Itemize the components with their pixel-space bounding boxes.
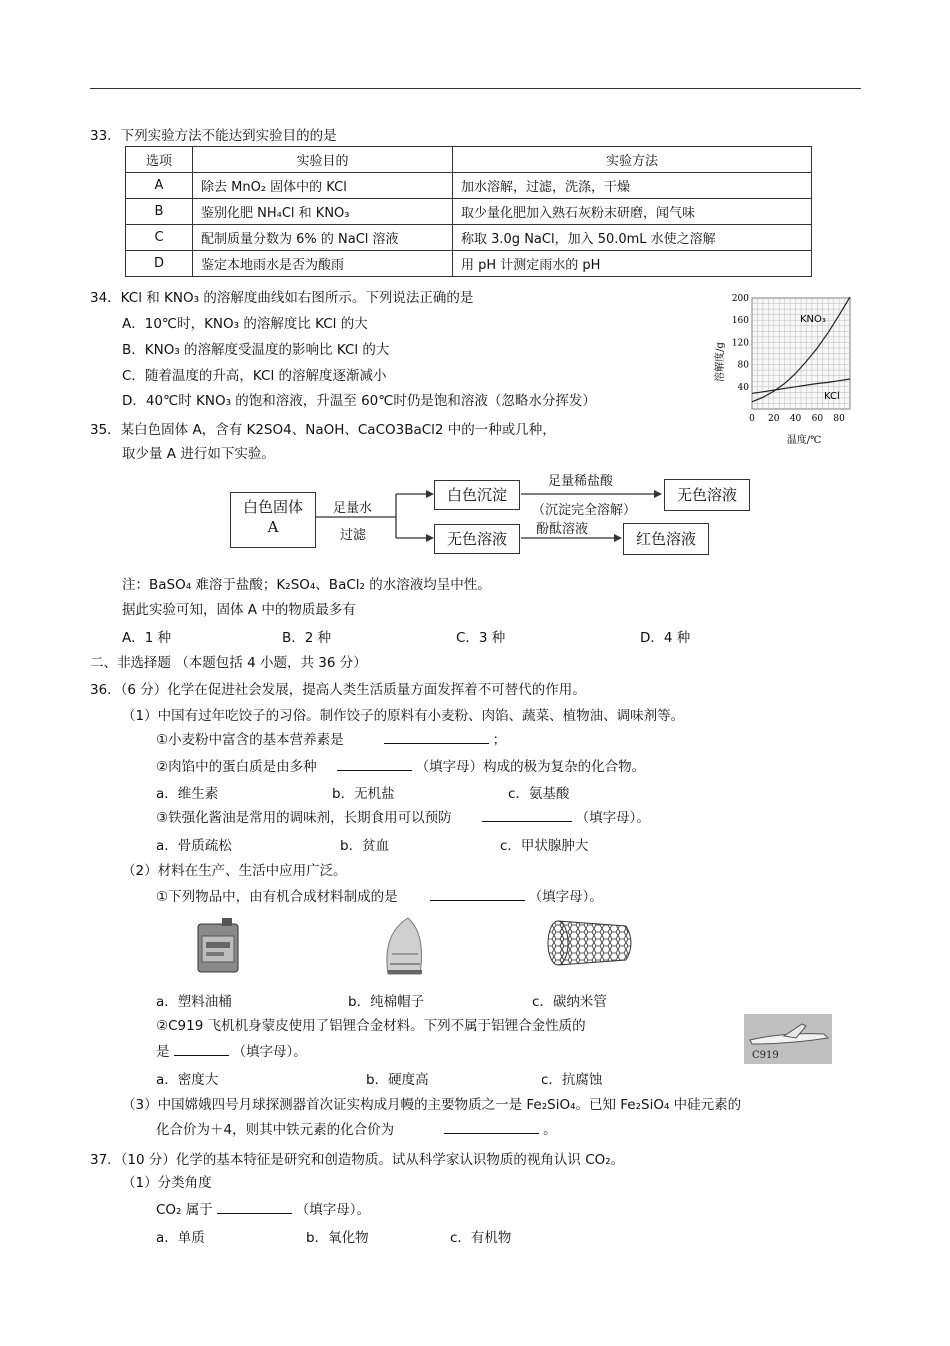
y-tick-label: 120 <box>731 338 749 349</box>
q36-part3: （3）中国嫦娥四号月球探测器首次证实构成月幔的主要物质之一是 Fe₂SiO₄。已知 Fe₂SiO₄ 中硅元素的 <box>122 1097 742 1113</box>
flow-label-acid: 足量稀盐酸 <box>548 474 614 489</box>
q34-option-a: A．10℃时，KNO₃ 的溶解度比 KCl 的大 <box>122 316 368 332</box>
q36-2b-option-a: a．密度大 <box>156 1072 219 1088</box>
q36-1b-option-a: a．维生素 <box>156 786 219 802</box>
row-method: 称取 3.0g NaCl，加入 50.0mL 水使之溶解 <box>453 225 812 251</box>
series-label-kno3: KNO₃ <box>800 314 826 325</box>
flow-label-filter: 过滤 <box>340 528 367 543</box>
q36-part1c <box>156 806 650 826</box>
q36-1c-option-b: b．贫血 <box>340 838 390 854</box>
q36-part1c-text: ③铁强化酱油是常用的调味剂，长期食用可以预防 <box>156 810 452 826</box>
q36-2b-option-b: b．硬度高 <box>366 1072 429 1088</box>
answer-blank[interactable] <box>174 1041 229 1056</box>
q36-part1b-text: ②肉馅中的蛋白质是由多种 <box>156 759 317 775</box>
flow-label-indicator: 酚酞溶液 <box>536 522 589 537</box>
q36-part1: （1）中国有过年吃饺子的习俗。制作饺子的原料有小麦粉、肉馅、蔬菜、植物油、调味剂等。 <box>122 708 685 724</box>
x-tick-label: 40 <box>789 414 802 424</box>
q36-part2b-end: （填字母）。 <box>232 1044 307 1060</box>
q36-part2b: ②C919 飞机机身蒙皮使用了铝锂合金材料。下列不属于铝锂合金性质的 <box>156 1018 586 1034</box>
y-tick-label: 80 <box>737 360 749 371</box>
q36-2a-option-b: b．纯棉帽子 <box>348 994 425 1010</box>
q36-part2a <box>156 885 603 905</box>
plastic-oil-barrel-image <box>196 916 242 974</box>
q35-option-a: A．1 种 <box>122 630 172 646</box>
answer-blank[interactable] <box>337 756 412 771</box>
flow-solid-text: 白色固体 <box>242 498 303 516</box>
flow-solid-letter: A <box>267 518 279 536</box>
q36-part2a-end: （填字母）。 <box>528 889 603 905</box>
row-option: A <box>126 173 193 199</box>
y-tick-label: 40 <box>737 382 749 393</box>
q35-stem: 35．某白色固体 A，含有 K2SO4、NaOH、CaCO3BaCl2 中的一种或几种， <box>90 422 556 438</box>
q36-1b-option-c: c．氨基酸 <box>508 786 570 802</box>
x-tick-label: 20 <box>768 414 780 424</box>
answer-blank[interactable] <box>217 1199 292 1214</box>
c919-airplane-image <box>744 1014 832 1064</box>
carbon-nanotube-image <box>546 918 636 968</box>
x-tick-label: 0 <box>749 414 755 424</box>
q35-note: 注：BaSO₄ 难溶于盐酸；K₂SO₄、BaCl₂ 的水溶液均呈中性。 <box>122 577 491 593</box>
row-purpose: 鉴别化肥 NH₄Cl 和 KNO₃ <box>193 199 453 225</box>
table-row <box>126 251 812 277</box>
x-tick-labels <box>749 414 845 424</box>
q35-ask: 据此实验可知，固体 A 中的物质最多有 <box>122 602 356 618</box>
q36-part1a-end: ； <box>492 732 507 748</box>
q36-part3b <box>156 1118 557 1138</box>
y-axis-label: 溶解度/g <box>715 342 726 382</box>
q37-part1: （1）分类角度 <box>122 1175 212 1191</box>
q33-table <box>125 146 812 277</box>
q36-2a-option-c: c．碳纳米管 <box>532 994 607 1010</box>
section-2-title: 二、非选择题 （本题包括 4 小题，共 36 分） <box>90 655 367 671</box>
row-option: D <box>126 251 193 277</box>
q34-stem: 34．KCl 和 KNO₃ 的溶解度曲线如右图所示。下列说法正确的是 <box>90 290 474 306</box>
q36-1c-option-c: c．甲状腺肿大 <box>500 838 589 854</box>
q36-part3b-end: 。 <box>543 1122 557 1138</box>
x-tick-label: 80 <box>833 414 845 424</box>
flow-box-colorless-result: 无色溶液 <box>664 479 750 511</box>
q36-1b-option-b: b．无机盐 <box>332 786 395 802</box>
q36-part1a-text: ①小麦粉中富含的基本营养素是 <box>156 732 344 748</box>
series-label-kcl: KCl <box>824 391 840 402</box>
header-rule <box>90 88 861 89</box>
row-option: B <box>126 199 193 225</box>
q35-option-c: C．3 种 <box>456 630 506 646</box>
x-tick-label: 60 <box>811 414 824 424</box>
q37-part1a-end: （填字母）。 <box>295 1202 371 1218</box>
q36-part2b2 <box>156 1040 307 1060</box>
q36-stem: 36．（6 分）化学在促进社会发展，提高人类生活质量方面发挥着不可替代的作用。 <box>90 682 586 698</box>
q34-option-c: C．随着温度的升高，KCl 的溶解度逐渐减小 <box>122 368 387 384</box>
q37-part1a-text: CO₂ 属于 <box>156 1202 213 1218</box>
row-option: C <box>126 225 193 251</box>
q37-option-c: c．有机物 <box>450 1230 512 1246</box>
table-header-row <box>126 147 812 173</box>
header-option: 选项 <box>126 147 193 173</box>
q36-1c-option-a: a．骨质疏松 <box>156 838 232 854</box>
row-method: 加水溶解，过滤，洗涤，干燥 <box>453 173 812 199</box>
y-tick-label: 160 <box>731 316 749 327</box>
q36-part3b-text: 化合价为＋4，则其中铁元素的化合价为 <box>156 1122 395 1138</box>
header-method: 实验方法 <box>453 147 812 173</box>
q36-part1a <box>156 728 506 748</box>
x-axis-label: 温度/℃ <box>786 435 822 446</box>
q36-2a-option-a: a．塑料油桶 <box>156 994 232 1010</box>
q33-stem: 33．下列实验方法不能达到实验目的的是 <box>90 128 337 144</box>
q36-part1b-end: （填字母）构成的极为复杂的化合物。 <box>415 759 646 775</box>
q37-option-b: b．氧化物 <box>306 1230 369 1246</box>
q36-part1b <box>156 755 645 775</box>
q35-option-d: D．4 种 <box>640 630 691 646</box>
q36-part2: （2）材料在生产、生活中应用广泛。 <box>122 863 347 879</box>
row-purpose: 配制质量分数为 6% 的 NaCl 溶液 <box>193 225 453 251</box>
row-purpose: 鉴定本地雨水是否为酸雨 <box>193 251 453 277</box>
answer-blank[interactable] <box>482 807 572 822</box>
flow-box-white-precipitate: 白色沉淀 <box>434 480 520 510</box>
row-method: 取少量化肥加入熟石灰粉末研磨，闻气味 <box>453 199 812 225</box>
flow-box-colorless-filtrate: 无色溶液 <box>434 524 520 554</box>
q34-option-d: D．40℃时 KNO₃ 的饱和溶液，升温至 60℃时仍是饱和溶液（忽略水分挥发） <box>122 393 596 409</box>
answer-blank[interactable] <box>444 1119 539 1134</box>
table-row <box>126 225 812 251</box>
flow-box-white-solid <box>230 492 316 548</box>
header-purpose: 实验目的 <box>193 147 453 173</box>
q35-stem2: 取少量 A 进行如下实验。 <box>122 446 275 462</box>
flow-label-water: 足量水 <box>333 501 373 516</box>
flow-label-dissolve: （沉淀完全溶解） <box>532 503 637 518</box>
row-method: 用 pH 计测定雨水的 pH <box>453 251 812 277</box>
q36-2b-option-c: c．抗腐蚀 <box>541 1072 603 1088</box>
answer-blank[interactable] <box>384 729 489 744</box>
q37-option-a: a．单质 <box>156 1230 205 1246</box>
row-purpose: 除去 MnO₂ 固体中的 KCl <box>193 173 453 199</box>
q37-part1a <box>156 1198 370 1218</box>
y-tick-labels <box>732 294 749 393</box>
plane-label: C919 <box>752 1050 779 1061</box>
solubility-chart <box>712 288 862 448</box>
q34-option-b: B．KNO₃ 的溶解度受温度的影响比 KCl 的大 <box>122 342 390 358</box>
table-row <box>126 173 812 199</box>
cotton-hat-image <box>380 914 430 978</box>
q36-part2b2-text: 是 <box>156 1044 170 1060</box>
y-tick-label: 200 <box>731 294 749 304</box>
q37-stem: 37．（10 分）化学的基本特征是研究和创造物质。试从科学家认识物质的视角认识 CO₂。 <box>90 1152 625 1168</box>
q36-part2a-text: ①下列物品中，由有机合成材料制成的是 <box>156 889 398 905</box>
flow-box-red-result: 红色溶液 <box>623 523 709 555</box>
q36-part1c-end: （填字母）。 <box>575 810 650 826</box>
q35-option-b: B．2 种 <box>282 630 332 646</box>
table-row <box>126 199 812 225</box>
answer-blank[interactable] <box>430 886 525 901</box>
